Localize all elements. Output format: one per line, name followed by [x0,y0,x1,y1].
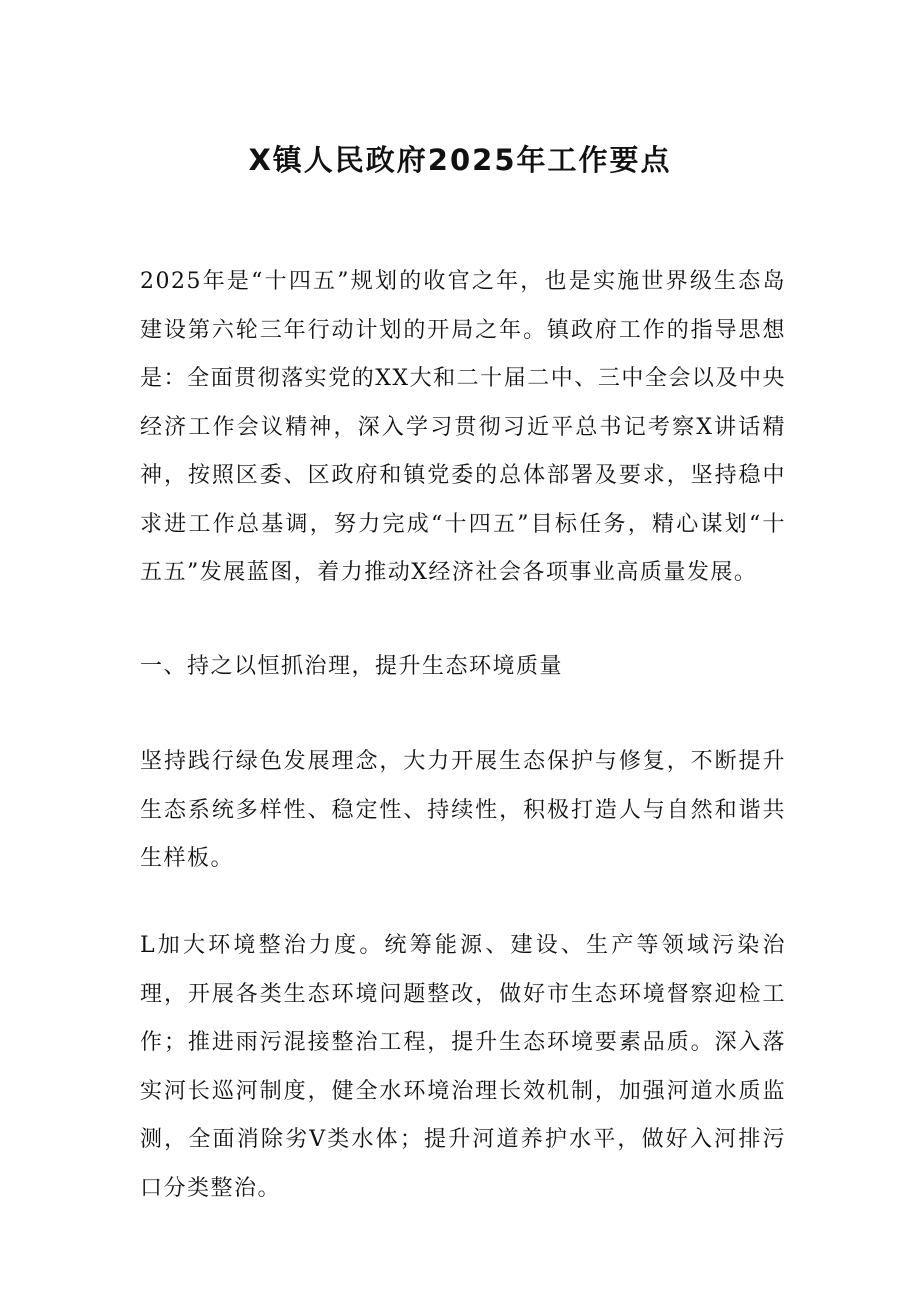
intro-paragraph: 2025年是“十四五”规划的收官之年，也是实施世界级生态岛建设第六轮三年行动计划的开局之年。镇政府工作的指导思想是：全面贯彻落实党的XX大和二十届二中、三中全会以及中央经济工作会议精神，深入学习贯彻习近平总书记考察X讲话精神，按照区委、区政府和镇党委的总体部署及要求，坚持稳中求进工作总基调，努力完成“十四五”目标任务，精心谋划“十五五”发展蓝图，着力推动X经济社会各项事业高质量发展。 [140,269,786,585]
section-heading: 一、持之以恒抓治理，提升生态环境质量 [140,654,564,679]
section-intro-paragraph: 坚持践行绿色发展理念，大力开展生态保护与修复，不断提升生态系统多样性、稳定性、持续性，积极打造人与自然和谐共生样板。 [140,749,786,871]
item-paragraph: L加大环境整治力度。统筹能源、建设、生产等领域污染治理，开展各类生态环境问题整改，做好市生态环境督察迎检工作；推进雨污混接整治工程，提升生态环境要素品质。深入落实河长巡河制度，健全水环境治理长效机制，加强河道水质监测，全面消除劣V类水体；提升河道养护水平，做好入河排污口分类整治。 [140,933,786,1201]
page-title: X镇人民政府2025年工作要点 [248,143,672,177]
